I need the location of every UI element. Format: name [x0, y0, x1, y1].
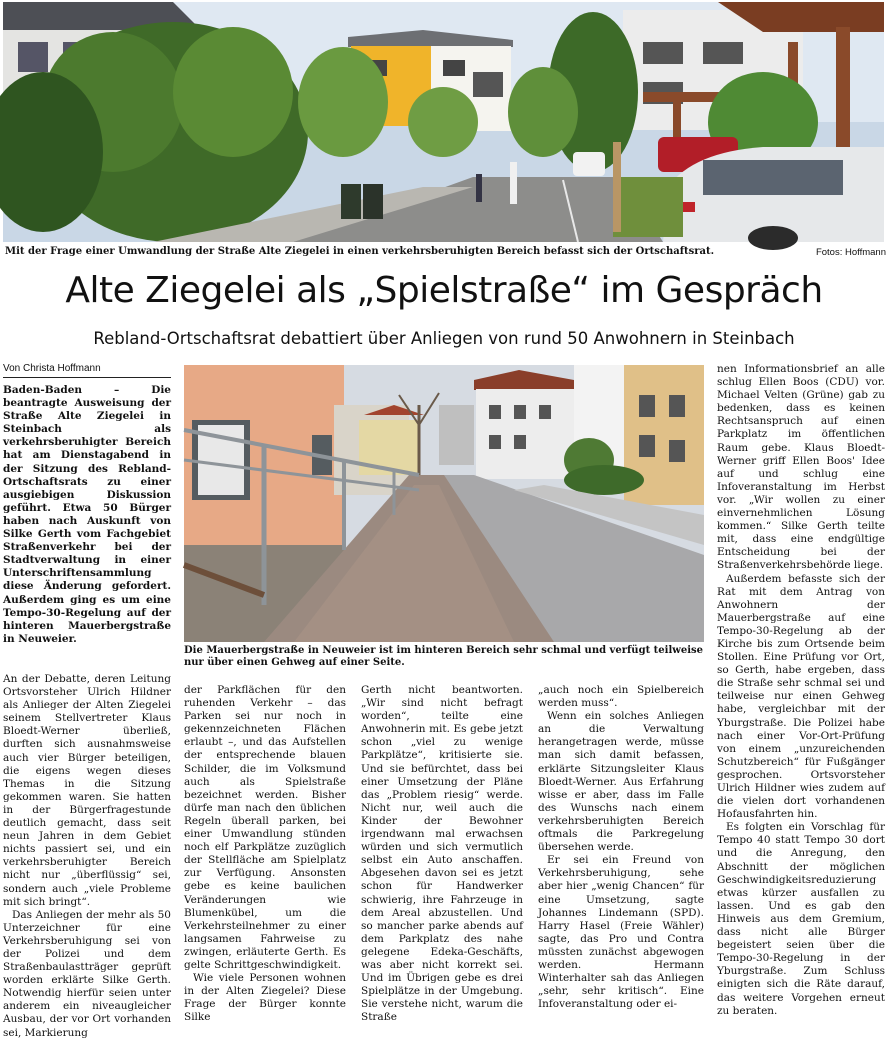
paragraph: An der Debatte, deren Leitung Ortsvorsteher Ulrich Hildner als Anlieger der Alten Ziegelei seinem Stellvertreter Klaus Bloedt-Werner überließ, durften sich ausnahmsweise auch vier Bürger beteiligen, die eigens wegen dieses Themas in die Sitzung gekommen waren. Sie hatten in der Bürgerfragestunde deutlich gemacht, dass seit neun Jahren in dem Gebiet nichts passiert sei, und ein verkehrsberuhigter Bereich nicht nur „überflüssig“ sei, sondern auch „viele Probleme mit sich bringt“. [3, 673, 171, 908]
paragraph: Wenn ein solches Anliegen an die Verwaltung herangetragen werde, müsse man sich damit befassen, erklärte Sitzungsleiter Klaus Bloedt-Werner. Aus Erfahrung wisse er aber, dass im Falle des Wunschs nach einem verkehrsberuhigten Bereich oftmals die Parkregelung übersehen werde. [538, 710, 704, 854]
body-column-2 [184, 684, 346, 1024]
body-column-1 [3, 673, 171, 1039]
lead-paragraph: Baden-Baden – Die beantragte Ausweisung der Straße Alte Ziegelei in Steinbach als verkehrsberuhigter Bereich hat am Dienstagabend in der Sitzung des Rebland-Ortschaftsrats zu einer ausgiebigen Diskussion geführt. Etwa 50 Bürger haben nach Auskunft von Silke Gerth vom Fachgebiet Straßenverkehr bei der Stadtverwaltung in einer Unterschriftensammlung diese Änderung gefordert. Außerdem ging es um eine Tempo-30-Regelung auf der hinteren Mauerbergstraße in Neuweier. [3, 384, 171, 645]
body-column-3 [361, 684, 523, 1024]
headline: Alte Ziegelei als „Spielstraße“ im Gespräch [65, 270, 823, 311]
middle-photo [184, 365, 704, 642]
byline-rule [3, 377, 171, 378]
subheadline: Rebland-Ortschaftsrat debattiert über Anliegen von rund 50 Anwohnern in Steinbach [93, 329, 795, 348]
photo-credit: Fotos: Hoffmann [815, 247, 886, 258]
top-photo [3, 2, 884, 242]
byline: Von Christa Hoffmann [3, 363, 101, 374]
paragraph: der Parkflächen für den ruhenden Verkehr – das Parken sei nur noch in gekennzeichneten Flächen erlaubt –, und das Aufstellen der entsprechende blauen Schilder, die im Volksmund auch als Spielstraße bezeichnet werden. Bisher dürfe man nach den üblichen Regeln überall parken, bei einer Umwandlung stünden noch elf Parkplätze zuzüglich der Stellfläche am Spielplatz zur Verfügung. Ansonsten gebe es keine baulichen Veränderungen wie Blumenkübel, um die Verkehrsteilnehmer zu einer langsamen Fahrweise zu zwingen, erläuterte Gerth. Es gelte Schrittgeschwindigkeit. [184, 684, 346, 971]
top-photo-caption: Mit der Frage einer Umwandlung der Straße Alte Ziegelei in einen verkehrsberuhigten Bereich befasst sich der Ortschaftsrat. [5, 246, 715, 257]
paragraph: nen Informationsbrief an alle schlug Ellen Boos (CDU) vor. Michael Velten (Grüne) gab zu bedenken, dass es keinen Rechtsanspruch auf einen Parkplatz im öffentlichen Raum gebe. Klaus Bloedt-Werner griff Ellen Boos' Idee auf und schlug eine Infoveranstaltung im Herbst vor. „Wir wollen zu einer einvernehmlichen Lösung kommen.“ Silke Gerth teilte mit, dass eine endgültige Entscheidung bei der Straßenverkehrsbehörde liege. [717, 363, 885, 572]
paragraph: Gerth nicht beantworten. „Wir sind nicht befragt worden“, teilte eine Anwohnerin mit. Es gebe jetzt schon „viel zu wenige Parkplätze“, kritisierte sie. Und sie befürchtet, dass bei einer Umsetzung der Pläne das „Problem riesig“ werde. Nicht nur, weil auch die Kinder der Bewohner irgendwann mal erwachsen würden und sich vermutlich selbst ein Auto anschaffen. Abgesehen davon sei es jetzt schon für Handwerker schwierig, ihre Fahrzeuge in dem Areal abzustellen. Und so mancher parke abends auf dem Parkplatz des nahe gelegene Edeka-Geschäfts, was aber nicht korrekt sei. Und im Übrigen gebe es drei Spielplätze in der Umgebung. Sie verstehe nicht, warum die Straße [361, 684, 523, 1024]
paragraph: Er sei ein Freund von Verkehrsberuhigung, sehe aber hier „wenig Chancen“ für eine Umsetzung, sagte Johannes Lindemann (SPD). Harry Hasel (Freie Wähler) sagte, das Pro und Contra müssten zunächst abgewogen werden. Hermann Winterhalter sah das Anliegen „sehr, sehr kritisch“. Eine Infoveranstaltung oder ei- [538, 854, 704, 1011]
paragraph: „auch noch ein Spielbereich werden muss“. [538, 684, 704, 710]
middle-photo-caption: Die Mauerbergstraße in Neuweier ist im hinteren Bereich sehr schmal und verfügt teilweise nur über einen Gehweg auf einer Seite. [184, 645, 704, 668]
paragraph: Das Anliegen der mehr als 50 Unterzeichner für eine Verkehrsberuhigung sei von der Polizei und dem Straßenbaulastträger geprüft worden erklärte Silke Gerth. Notwendig hierfür seien unter anderem ein niveaugleicher Ausbau, der vor Ort vorhanden sei, Markierung [3, 908, 171, 1039]
paragraph: Außerdem befasste sich der Rat mit dem Antrag von Anwohnern der Mauerbergstraße auf eine Tempo-30-Regelung ab der Kirche bis zum Ortsende beim Stollen. Eine Prüfung vor Ort, so Gerth, habe ergeben, dass die Straße sehr schmal sei und teilweise nur einen Gehweg habe, vergleichbar mit der Yburgstraße. Die Polizei habe nach einer Vor-Ort-Prüfung von einem „unzureichenden Schutzbereich“ für Fußgänger gesprochen. Ortsvorsteher Ulrich Hildner wies zudem auf die vielen dort vorhandenen Hofausfahrten hin. [717, 572, 885, 821]
paragraph: Es folgten ein Vorschlag für Tempo 40 statt Tempo 30 dort und die Anregung, den Abschnitt der möglichen Geschwindigkeitsreduzierung etwas kürzer ausfallen zu lassen. Und es gab den Hinweis aus dem Gremium, dass nicht alle Bürger begeistert seien über die Tempo-30-Regelung in der Yburgstraße. Zum Schluss einigten sich die Räte darauf, das weitere Vorgehen erneut zu beraten. [717, 821, 885, 1017]
paragraph: Wie viele Personen wohnen in der Alten Ziegelei? Diese Frage der Bürger konnte Silke [184, 972, 346, 1024]
body-column-4 [538, 684, 704, 1011]
body-column-5 [717, 363, 885, 1017]
